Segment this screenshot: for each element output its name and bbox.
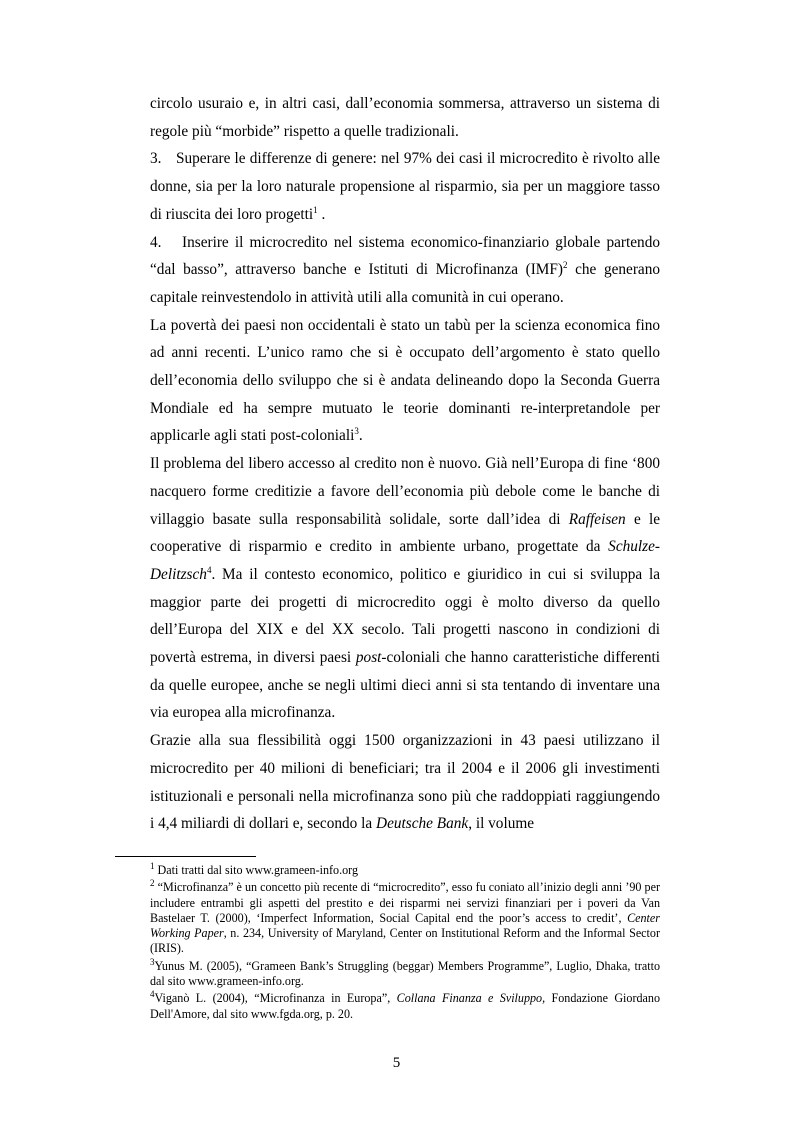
- list-number: 3.: [150, 150, 162, 168]
- paragraph: Grazie alla sua flessibilità oggi 1500 organizzazioni in 43 paesi utilizzano il microcredito per 40 milioni di beneficiari; tra il 2004 e il 2006 gli investimenti istituzionali e personali nella microfinanza sono più che raddoppiati raggiungendo i 4,4 miliardi di dollari e, secondo la Deutsche Bank, il volume: [150, 732, 660, 833]
- footnote-ref[interactable]: 4: [206, 564, 212, 575]
- paragraph: Il problema del libero accesso al credito non è nuovo. Già nell’Europa di fine ‘800 nacquero forme creditizie a favore dell’economia più debole come le banche di villaggio basate sulla responsabilità solidale, sorte dall’idea di Raffeisen e le cooperative di risparmio e credito in ambiente urbano, progettate da Schulze-Delitzsch$^4$. Ma il contesto economico, politico e giuridico in cui si sviluppa la maggior parte dei progetti di microcredito oggi è molto diverso da quello dell’Europa del XIX e del XX secolo. Tali progetti nascono in condizioni di povertà estrema, in diversi paesi post-coloniali che hanno caratteristiche differenti da quelle europee, anche se negli ultimi dieci anni si sta tentando di inventare una via europea alla microfinanza.: [150, 455, 660, 722]
- footnote-ref[interactable]: 3: [354, 426, 359, 437]
- paragraph: circolo usuraio e, in altri casi, dall’economia sommersa, attraverso un sistema di regole più “morbide” rispetto a quelle tradizionali.: [150, 95, 660, 140]
- footnote-divider: [115, 856, 256, 857]
- page-body: [150, 90, 660, 838]
- list-number: 4.: [150, 233, 162, 251]
- footnotes: [150, 860, 661, 1024]
- page-number: 5: [392, 1055, 401, 1071]
- paragraph: La povertà dei paesi non occidentali è stato un tabù per la scienza economica fino ad anni recenti. L’unico ramo che si è occupato dell’argomento è stato quello dell’economia dello sviluppo che si è andata delineando dopo la Seconda Guerra Mondiale ed ha sempre mutuato le teorie dominanti re-interpretandole per applicarle agli stati post-coloniali$^3$.: [150, 316, 660, 445]
- list-item-3: 3. Superare le differenze di genere: nel 97% dei casi il microcredito è rivolto alle donne, sia per la loro naturale propensione al risparmio, sia per un maggiore tasso di riuscita dei loro progetti$^1$ .: [150, 145, 660, 228]
- footnote-ref[interactable]: 2: [563, 260, 568, 271]
- list-item-4: 4. Inserire il microcredito nel sistema economico-finanziario globale partendo “dal basso”, attraverso banche e Istituti di Microfinanza (IMF)$^2$ che generano capitale reinvestendolo in attività utili alla comunità in cui operano.: [150, 229, 660, 312]
- footnote-ref[interactable]: 1: [313, 204, 318, 215]
- footnote-4: $^4$Viganò L. (2004), “Microfinanza in Europa”, Collana Finanza e Sviluppo, Fondazione Giordano Dell'Amore, dal sito www.fgda.org, p. 20.: [150, 989, 661, 1021]
- footnote-2: $^2$ “Microfinanza” è un concetto più recente di “microcredito”, esso fu coniato all’inizio degli anni ’90 per includere entrambi gli aspetti del prestito e dei risparmi nei servizi finanziari per i poveri da Van Bastelaer T. (2000), ‘Imperfect Information, Social Capital end the poor’s access to credit’, Center Working Paper, n. 234, University of Maryland, Center on Institutional Reform and the Informal Sector (IRIS).: [150, 878, 660, 956]
- footnote-1: $^1$ Dati tratti dal sito www.grameen-info.org: [150, 860, 359, 877]
- footnote-3: $^3$Yunus M. (2005), “Grameen Bank’s Struggling (beggar) Members Programme”, Luglio, Dhaka, tratto dal sito www.grameen-info.org.: [150, 956, 660, 989]
